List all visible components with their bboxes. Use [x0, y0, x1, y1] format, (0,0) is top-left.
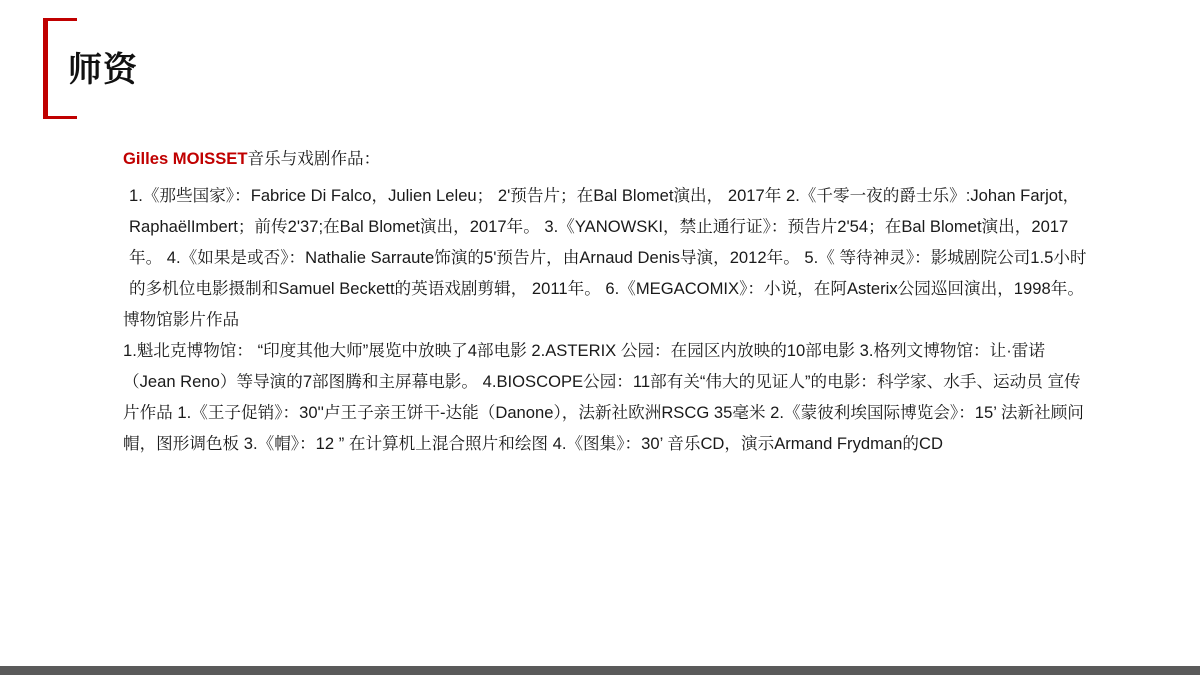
- content-body: [123, 143, 1093, 459]
- works-heading: [123, 143, 1093, 174]
- artist-name: Gilles MOISSET: [123, 149, 248, 168]
- works-heading-suffix: 音乐与戏剧作品：: [247, 149, 381, 168]
- museum-section-heading: 博物馆影片作品: [123, 310, 240, 329]
- museum-works-paragraph: 1.魁北克博物馆： “印度其他大师”展览中放映了4部电影 2.ASTERIX 公园：在园区内放映的10部电影 3.格列文博物馆：让·雷诺（Jean Reno）等导演的7部图腾和主屏幕电影。 4.BIOSCOPE公园：11部有关“伟大的见证人”的电影：科学家、水手、运动员 宣传片作品 1.《王子促销》：30''卢王子亲王饼干-达能（Danone），法新社欧洲RSCG 35毫米 2.《蒙彼利埃国际博览会》：15’ 法新社顾问帽，图形调色板 3.《帽》：12 ” 在计算机上混合照片和绘图 4.《图集》：30’ 音乐CD，演示Armand Frydman的CD: [123, 341, 1084, 453]
- theatre-works-paragraph: 1.《那些国家》：Fabrice Di Falco，Julien Leleu； 2'预告片；在Bal Blomet演出， 2017年 2.《千零一夜的爵士乐》:Johan Farjot，RaphaëlImbert；前传2'37;在Bal Blomet演出，2017年。 3.《YANOWSKI，禁止通行证》：预告片2'54；在Bal Blomet演出，2017年。 4.《如果是或否》：Nathalie Sarraute饰演的5'预告片，由Arnaud Denis导演，2012年。 5.《 等待神灵》：影城剧院公司1.5小时的多机位电影摄制和Samuel Beckett的英语戏剧剪辑， 2011年。 6.《MEGACOMIX》：小说，在阿Asterix公园巡回演出，1998年。: [129, 186, 1087, 298]
- slide-title: 师资: [68, 50, 138, 90]
- footer-bar: [0, 666, 1200, 675]
